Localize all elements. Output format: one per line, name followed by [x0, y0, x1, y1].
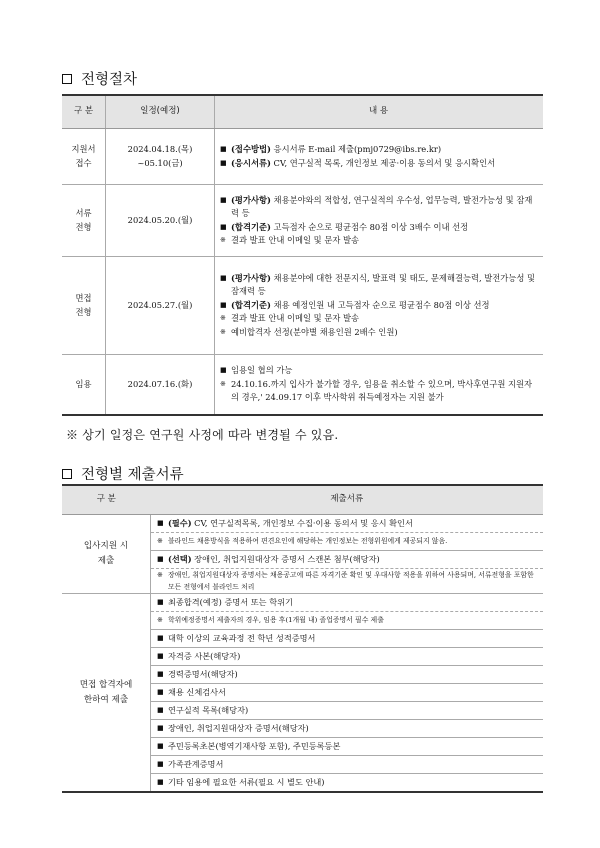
stage-label: 접수 [75, 157, 92, 168]
square-bullet-icon: ■ [220, 300, 227, 309]
bullet-item [157, 740, 537, 754]
document-cell [151, 702, 544, 720]
document-cell [151, 630, 544, 648]
item-text: (평가사항) 채용분야에 대한 전문지식, 발표력 및 태도, 문제해결능력, 발전가능성 및 잠재력 등 [231, 272, 536, 297]
item-text: 대학 이상의 교육과정 전 학년 성적증명서 [168, 632, 316, 643]
bullet-item [220, 221, 537, 235]
stage-label: 면접 [75, 293, 92, 303]
document-cell [151, 774, 544, 793]
note-item [157, 535, 537, 549]
square-bullet-icon: ■ [157, 518, 164, 527]
bullet-item [157, 686, 537, 700]
stage-label: 전형 [75, 221, 92, 232]
document-category-cell [62, 594, 151, 793]
document-cell [151, 612, 544, 630]
square-bullet-icon: ■ [220, 366, 227, 374]
bullet-item [157, 758, 537, 772]
documents-table [62, 484, 543, 793]
document-cell [151, 756, 544, 774]
item-text: (선택) 장애인, 취업지원대상자 증명서 스캔본 첨부(해당자) [168, 553, 380, 564]
stage-label: 임용 [75, 378, 92, 389]
date-cell [106, 129, 215, 185]
item-text: 최종합격(예정) 증명서 또는 학위기 [168, 596, 293, 607]
section-title-procedure [62, 68, 137, 89]
square-bullet-icon: ■ [220, 195, 227, 204]
item-label: (접수방법) [231, 144, 271, 154]
item-text: 경력증명서(해당자) [168, 668, 238, 679]
bullet-item [157, 722, 537, 736]
schedule-change-note: ※ 상기 일정은 연구원 사정에 따라 변경될 수 있음. [66, 428, 339, 442]
bullet-item [220, 364, 537, 378]
item-text: (합격기준) 채용 예정인원 내 고득점자 순으로 평균점수 80점 이상 선정 [231, 299, 490, 310]
square-bullet-icon: ■ [157, 687, 164, 696]
bullet-item [157, 668, 537, 682]
item-text: 기타 임용에 필요한 서류(필요 시 별도 안내) [168, 776, 325, 787]
square-bullet-icon: ■ [157, 705, 164, 714]
square-bullet-icon: ■ [157, 723, 164, 732]
square-bullet-icon: ■ [157, 554, 164, 563]
bullet-item [220, 157, 537, 171]
stage-label: 지원서 [71, 144, 96, 154]
square-bullet-icon: ■ [157, 759, 164, 768]
section-title-text: 전형절차 [81, 72, 138, 88]
item-text: (응시서류) CV, 연구실적 목록, 개인정보 제공·이용 동의서 및 응시확인서 [231, 157, 496, 168]
square-bullet-icon: ■ [220, 145, 227, 153]
item-text: 결과 발표 안내 이메일 및 문자 발송 [231, 313, 360, 324]
reference-mark-icon: ※ [220, 327, 226, 336]
bullet-item [157, 553, 537, 567]
stage-cell [62, 129, 106, 185]
date-cell [106, 185, 215, 257]
reference-mark-icon: ※ [157, 615, 163, 624]
bullet-item [220, 194, 537, 221]
square-bullet-icon: ■ [157, 777, 164, 786]
content-cell [215, 257, 544, 355]
bullet-item [157, 650, 537, 664]
item-label: (합격기준) [231, 221, 271, 232]
item-text: 학위예정증명서 제출자의 경우, 임용 후(1개월 내) 졸업증명서 필수 제출 [168, 615, 384, 624]
date-label: ~05.10(금) [137, 157, 183, 168]
item-label: (필수) [168, 517, 192, 528]
note-item [220, 234, 537, 248]
header-content: 내 용 [215, 95, 544, 129]
document-cell [151, 594, 544, 612]
item-text: (접수방법) 응시서류 E-mail 제출(pmj0729@ibs.re.kr) [231, 144, 442, 154]
item-text: (평가사항) 채용분야와의 적합성, 연구실적의 우수성, 업무능력, 발전가능성 및 잠재력 등 [231, 194, 533, 218]
note-item [157, 614, 537, 628]
item-text: 가족관계증명서 [168, 758, 224, 769]
checkbox-square-icon [62, 74, 72, 84]
item-label: (합격기준) [231, 299, 271, 310]
category-label: 제출 [97, 556, 115, 566]
reference-mark-icon: ※ [220, 314, 226, 323]
document-cell [151, 551, 544, 569]
note-item [157, 569, 537, 593]
header-documents: 제출서류 [151, 485, 544, 515]
item-label: (평가사항) [231, 194, 271, 205]
stage-cell [62, 355, 106, 415]
item-text: 결과 발표 안내 이메일 및 문자 발송 [231, 235, 360, 245]
bullet-item [157, 776, 537, 790]
item-text: 주민등록초본(병역기재사항 포함), 주민등록등본 [168, 740, 341, 751]
bullet-item [220, 272, 537, 299]
procedure-row [62, 129, 543, 185]
item-text: 장애인, 취업지원대상자 증명서(해당자) [168, 722, 309, 733]
stage-cell [62, 185, 106, 257]
document-cell [151, 569, 544, 594]
category-label: 입사지원 시 [83, 541, 129, 551]
bullet-item [157, 596, 537, 610]
bullet-item [220, 143, 537, 157]
date-label: 2024.07.16.(화) [127, 378, 193, 389]
bullet-item [220, 299, 537, 313]
procedure-row [62, 185, 543, 257]
square-bullet-icon: ■ [157, 669, 164, 678]
item-text: (합격기준) 고득점자 순으로 평균점수 80점 이상 3배수 이내 선정 [231, 221, 469, 232]
item-text: 24.10.16.까지 입사가 불가할 경우, 임용을 취소할 수 있으며, 박사후연구원 지원자의 경우,' 24.09.17 이후 박사학위 취득예정자는 지원 불가 [231, 378, 533, 402]
header-category: 구 분 [62, 95, 106, 129]
item-label: (평가사항) [231, 272, 271, 283]
content-cell [215, 129, 544, 185]
document-category-cell [62, 515, 151, 594]
item-text: 자격증 사본(해당자) [168, 650, 241, 661]
procedure-table [62, 94, 543, 416]
section-title-text: 전형별 제출서류 [81, 467, 184, 483]
square-bullet-icon: ■ [220, 158, 227, 167]
document-cell [151, 666, 544, 684]
category-label: 한하여 제출 [83, 694, 129, 705]
date-cell [106, 355, 215, 415]
document-cell [151, 515, 544, 533]
item-text: 임용일 협의 가능 [231, 365, 293, 375]
item-text: 연구실적 목록(해당자) [168, 704, 249, 715]
reference-mark-icon: ※ [220, 236, 226, 244]
square-bullet-icon: ■ [220, 273, 227, 282]
square-bullet-icon: ■ [157, 597, 164, 606]
date-cell [106, 257, 215, 355]
document-cell [151, 648, 544, 666]
item-text: (필수) CV, 연구실적목록, 개인정보 수집·이용 동의서 및 응시 확인서 [168, 517, 413, 528]
item-text: 채용 신체검사서 [168, 686, 226, 697]
stage-cell [62, 257, 106, 355]
note-item [220, 312, 537, 326]
document-cell [151, 684, 544, 702]
header-schedule: 일정(예정) [106, 95, 215, 129]
date-label: 2024.05.20.(월) [127, 214, 193, 225]
reference-mark-icon: ※ [157, 536, 163, 545]
procedure-row [62, 355, 543, 415]
square-bullet-icon: ■ [220, 222, 227, 231]
item-text: 예비합격자 선정(분야별 채용인원 2배수 인원) [231, 326, 398, 337]
square-bullet-icon: ■ [157, 651, 164, 660]
stage-label: 서류 [75, 208, 92, 218]
document-cell [151, 533, 544, 551]
reference-mark-icon: ※ [157, 571, 163, 579]
date-label: 2024.05.27.(월) [127, 299, 193, 310]
note-item [220, 326, 537, 340]
document-cell [151, 720, 544, 738]
square-bullet-icon: ■ [157, 633, 164, 642]
item-text: 장애인, 취업지원대상자 증명서는 채용공고에 따른 자격기준 확인 및 우대사항 적용을 위하여 사용되며, 서류전형을 포함한 모든 전형에서 블라인드 처리 [168, 571, 534, 591]
procedure-row [62, 257, 543, 355]
document-cell [151, 738, 544, 756]
date-label: 2024.04.18.(목) [127, 144, 193, 154]
section-title-documents [62, 463, 184, 484]
note-item [220, 378, 537, 405]
header-category: 구 분 [62, 485, 151, 515]
item-label: (선택) [168, 553, 192, 564]
square-bullet-icon: ■ [157, 741, 164, 750]
item-label: (응시서류) [231, 157, 271, 168]
document-row [62, 515, 543, 533]
content-cell [215, 355, 544, 415]
document-row [62, 594, 543, 612]
item-text: 블라인드 채용방식을 적용하여 편견요인에 해당하는 개인정보는 전형위원에게 제공되지 않음. [168, 536, 448, 545]
reference-mark-icon: ※ [220, 379, 226, 388]
bullet-item [157, 704, 537, 718]
content-cell [215, 185, 544, 257]
bullet-item [157, 517, 537, 531]
checkbox-square-icon [62, 469, 72, 479]
category-label: 면접 합격자에 [79, 679, 133, 690]
stage-label: 전형 [75, 306, 92, 317]
bullet-item [157, 632, 537, 646]
